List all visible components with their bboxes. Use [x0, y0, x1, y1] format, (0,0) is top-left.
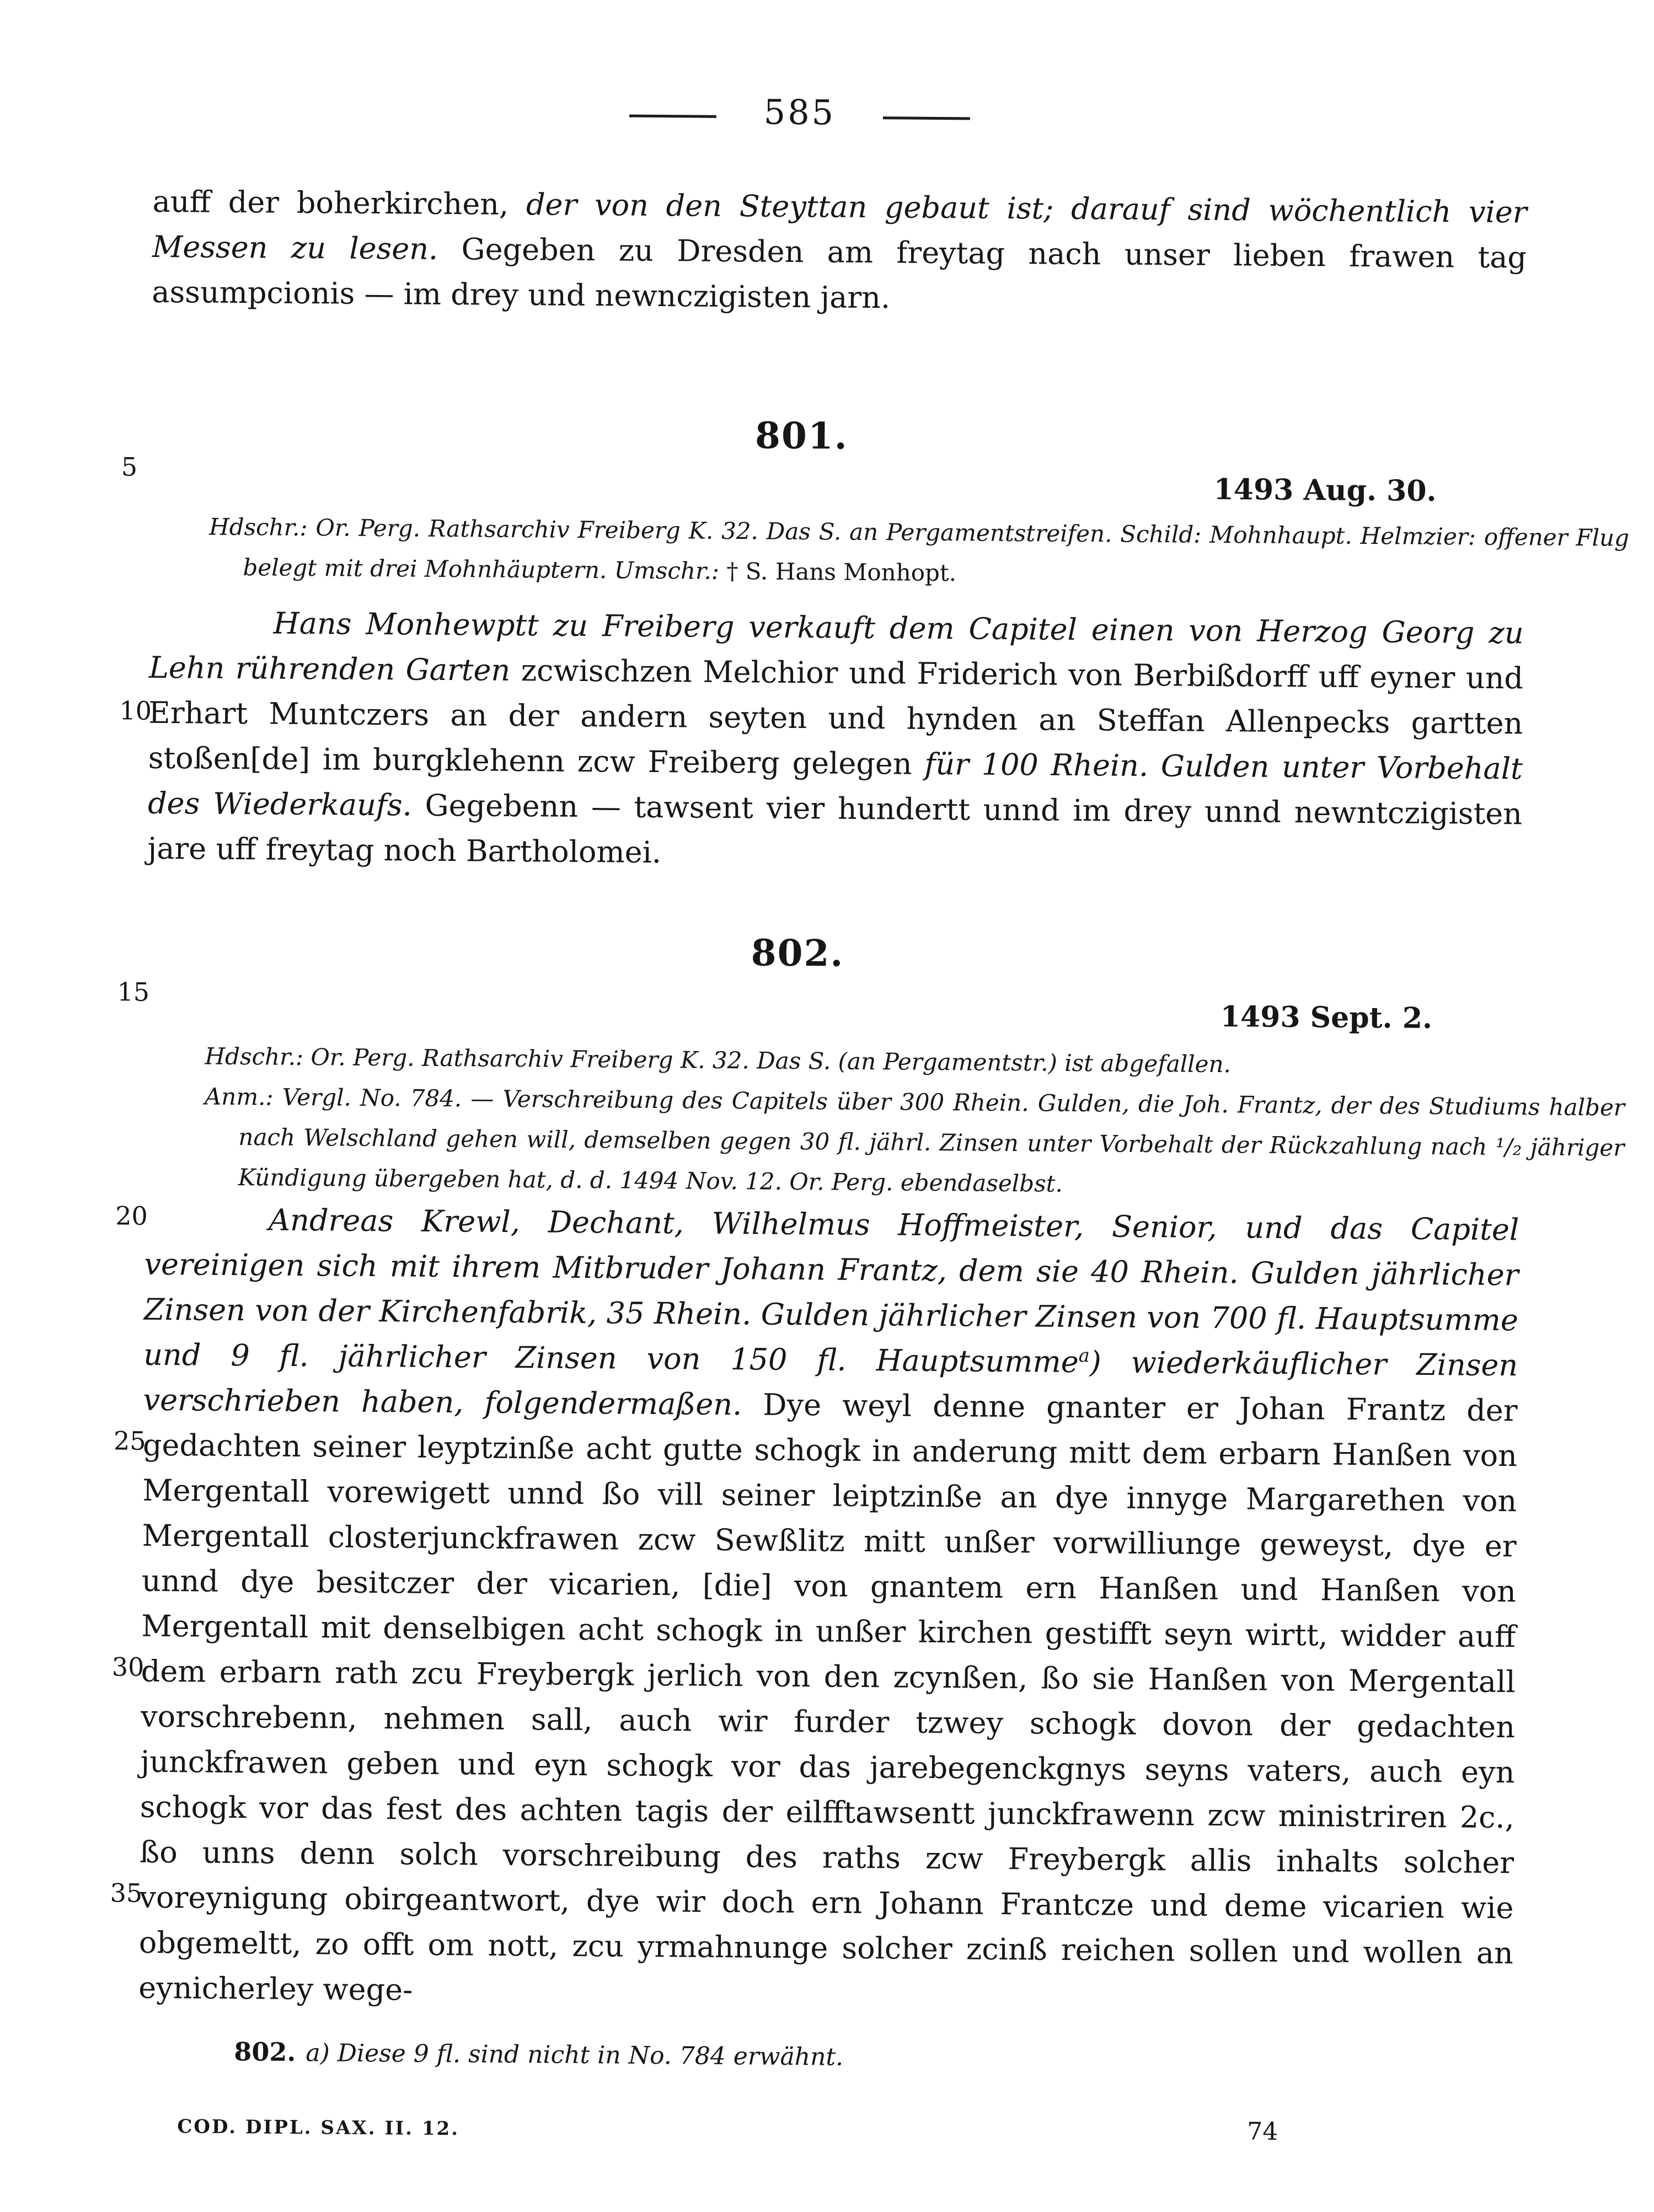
- intro-roman-1: auff der boherkirchen,: [152, 184, 509, 222]
- sheet-number: 74: [1247, 2117, 1278, 2146]
- entry-802-annotation: [204, 1076, 1625, 1208]
- margin-line-number-35: 35: [110, 1878, 143, 1908]
- entry-801-date: 1493 Aug. 30.: [1213, 472, 1437, 508]
- entry-802-number: 802.: [751, 931, 844, 975]
- entry-802-regest-italic-2: ) wiederkäuflicher Zinsen verschrieben haben, folgendermaßen.: [143, 1345, 1518, 1422]
- footnote: [234, 2037, 1502, 2076]
- header-rule-right: [883, 116, 970, 120]
- entry-802-regest-italic-1: Andreas Krewl, Dechant, Wilhelmus Hoffmeister, Senior, und das Capitel vereinigen sich mit ihrem Mitbruder Johann Frantz, dem sie 40 Rhein. Gulden jährlicher Zinsen von der Kirchenfabrik, 35 Rhein. Gulden jährlicher Zinsen von 700 fl. Hauptsumme und 9 fl. jährlicher Zinsen von 150 fl. Hauptsumme: [143, 1202, 1519, 1380]
- entry-801-source-note: [208, 507, 1629, 598]
- annotation-text: Vergl. No. 784. — Verschreibung des Capitels über 300 Rhein. Gulden, die Joh. Frantz, der des Studiums halber nach Welschland gehen will, demselben gegen 30 fl. jährl. Zinsen unter Vorbehalt der Rückzahlung nach ¹/₂ jähriger Kündigung übergeben hat, d. d. 1494 Nov. 12. Or. Perg. ebendaselbst.: [238, 1083, 1625, 1197]
- footnote-text: a) Diese 9 fl. sind nicht in No. 784 erwähnt.: [306, 2039, 844, 2071]
- intro-paragraph: [152, 179, 1527, 326]
- entry-802-notes: [204, 1036, 1625, 1208]
- entry-802-text-roman-1: Dye weyl denne gnanter er Johan Frantz der gedachten seiner leyptzinße acht gutte schogk in anderung mitt dem erbarn Hanßen von Mergentall vorewigett unnd ßo vill seiner leiptzinße an dye innyge Margarethen von Mergentall closterjunckfrawen zcw Sewßlitz mitt unßer vorwilliunge geweyst, dye er unnd dye besitczer der vicarien, [die] von gnantem ern Hanßen und Hanßen von Mergentall mit denselbigen acht schogk in unßer kirchen gestifft seyn wirtt, widder auff dem erbarn rath zcu Freybergk jerlich von den zcynßen, ßo sie Hanßen von Mergentall vorschrebenn, nehmen sall, auch wir furder tzwey schogk dovon der gedachten junckfrawen geben und eyn schogk vor das jarebegenckgnys seyns vaters, auch eyn schogk vor das fest des achten tagis der eilfftawsentt junckfrawenn zcw ministriren 2c., ßo unns denn solch vorschreibung des raths zcw Freybergk allis inhalts solcher voreynigung obirgeantwort, dye wir doch ern Johann Frantcze und deme vicarien wie obgemeltt, zo offt om nott, zcu yrmahnunge solcher zcinß reichen sollen und wollen an eynicherley wege-: [138, 1387, 1518, 2007]
- header-rule-left: [629, 115, 716, 118]
- entry-802-body: [138, 1197, 1519, 2022]
- source-note-label: Hdschr.:: [205, 1042, 304, 1071]
- entry-801-regest-italic-2: für 100 Rhein. Gulden unter Vorbehalt des Wiederkaufs.: [147, 746, 1523, 823]
- margin-line-number-15: 15: [117, 977, 150, 1007]
- footnote-entry-number: 802.: [234, 2037, 296, 2067]
- entry-801-body: [147, 600, 1524, 882]
- footnote-marker-a: a: [1078, 1345, 1090, 1367]
- entry-801-text-roman-2: Gegebenn — tawsent vier hundertt unnd im drey unnd newntczigisten jare uff freytag noch Bartholomei.: [147, 788, 1523, 870]
- entry-801-number: 801.: [754, 414, 849, 458]
- source-note-text: Or. Perg. Rathsarchiv Freiberg K. 32. Das S. an Pergamentstreifen. Schild: Mohnhaupt. Helmzier: offener Flug belegt mit drei Mohnhäuptern. Umschr.:: [243, 514, 1630, 585]
- page-header: [0, 86, 1599, 139]
- page-number: 585: [763, 92, 836, 133]
- margin-line-number-20: 20: [115, 1201, 148, 1231]
- series-signature: COD. DIPL. SAX. II. 12.: [177, 2115, 460, 2140]
- seal-inscription: † S. Hans Monhopt.: [726, 558, 957, 587]
- margin-line-number-5: 5: [121, 452, 138, 482]
- entry-801-regest-italic-1: Hans Monhewptt zu Freiberg verkauft dem Capitel einen von Herzog Georg zu Lehn rührenden Garten: [148, 606, 1524, 688]
- source-note-text: Or. Perg. Rathsarchiv Freiberg K. 32. Das S. (an Pergamentstr.) ist abgefallen.: [311, 1043, 1232, 1078]
- entry-801-text-roman-1: zcwischzen Melchior und Friderich von Berbißdorff uff eyner und Erhart Muntczers an der andern seyten und hynden an Steffan Allenpecks gartten stoßen[de] im burgklehenn zcw Freiberg gelegen: [148, 653, 1524, 781]
- margin-line-number-25: 25: [113, 1426, 146, 1456]
- source-note-label: Hdschr.:: [208, 513, 308, 542]
- entry-802-date: 1493 Sept. 2.: [1220, 1000, 1433, 1036]
- annotation-label: Anm.:: [204, 1083, 274, 1111]
- intro-italic-1: der von den Steyttan gebaut ist; darauf sind wöchentlich vier Messen zu lesen.: [152, 187, 1527, 266]
- margin-line-number-10: 10: [119, 695, 152, 726]
- intro-roman-2: Gegeben zu Dresden am freytag nach unser lieben frawen tag assumpcionis — im drey und newnczigisten jarn.: [152, 232, 1527, 315]
- margin-line-number-30: 30: [111, 1652, 144, 1682]
